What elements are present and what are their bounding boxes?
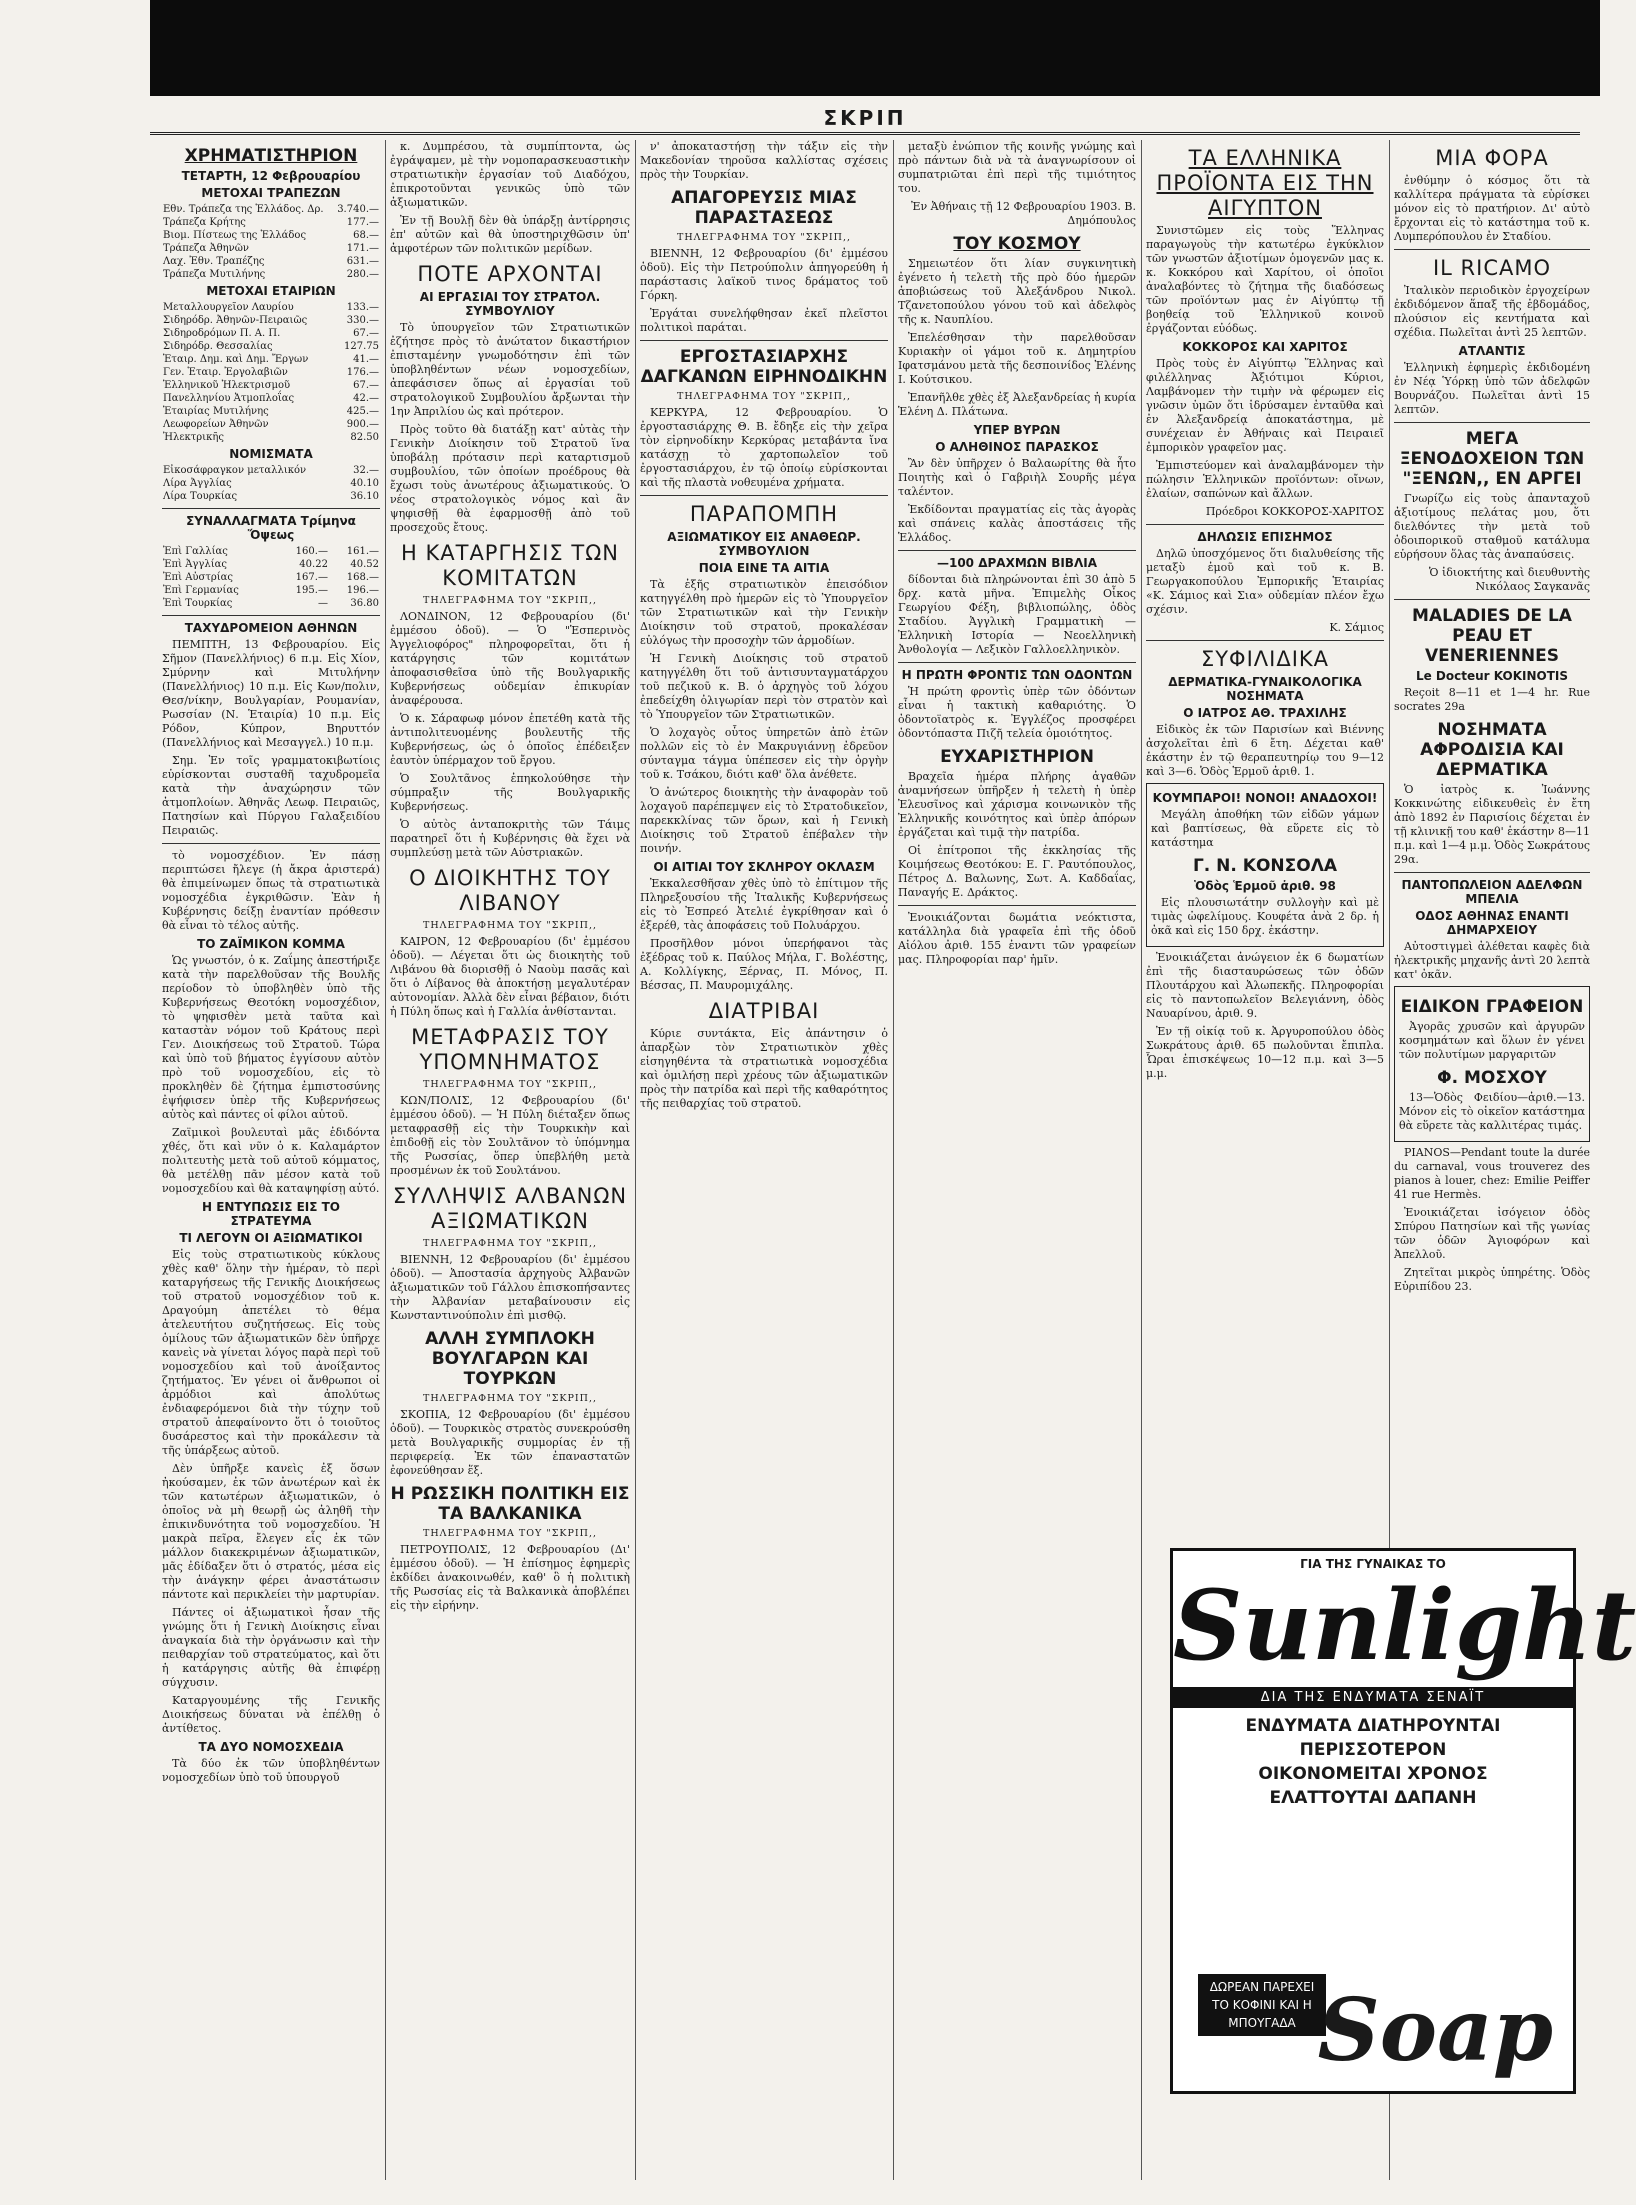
- translations-title: ΜΕΤΑΦΡΑΣΙΣ ΤΟΥ ΥΠΟΜΝΗΜΑΤΟΣ: [411, 1025, 609, 1074]
- komites-text: ΛΟΝΔΙΝΟΝ, 12 Φεβρουαρίου (δι' ἐμμέσου ὁδοῦ). — Ὁ "Ἑσπερινὸς Ἀγγελιοφόρος" πληροφορεῖται, ὅτι ἡ κατάργησις τῶν κομιτάτων ἀποφασισθεῖσα ὑπὸ τῆς Βουλγαρικῆς Κυβερνήσεως οὐδεμίαν ἐπικυρίαν ἀναφέρουσα.: [390, 610, 630, 707]
- telegram-label: ΤΗΛΕΓΡΑΦΗΜΑ ΤΟΥ "ΣΚΡΙΠ,,: [422, 1079, 597, 1090]
- company-row: [162, 405, 380, 418]
- arrest-text: ΒΙΕΝΝΗ, 12 Φεβρουαρίου (δι' ἐμμέσου ὁδοῦ). — Ἀποστασία ἀρχηγοὺς Ἀλβανῶν ἀξιωματικῶν τοῦ Γάλλου ἐπισκοπήσαντες τὴν Ἀλβανίαν μεταβαίνουσιν εἰς Κωνσταντινούπολιν ἐπὶ μισθῷ.: [390, 1253, 630, 1322]
- row-label: Σιδηροδρόμων Π. Α. Π.: [163, 328, 281, 339]
- thanks-title: ΕΥΧΑΡΙΣΤΗΡΙΟΝ: [940, 747, 1094, 767]
- telegram-label: ΤΗΛΕΓΡΑΦΗΜΑ ΤΟΥ "ΣΚΡΙΠ,,: [422, 1393, 597, 1404]
- divider: [1394, 249, 1590, 250]
- divider: [640, 340, 888, 341]
- row-value: 160.—: [295, 546, 328, 557]
- row-label: Βιομ. Πίστεως της Ἑλλάδος: [163, 230, 307, 241]
- opposition-lead: τὸ νομοσχέδιον. Ἐν πάσῃ περιπτώσει ἤλεγε (ἡ ἄκρα ἀριστερά) θὰ ἐπιμείνωμεν ὅπως τὰ στρατιωτικὰ νομοσχέδια ἐγκριθῶσιν. Ἐὰν ἡ Κυβέρνησις δείξῃ ἐναντίαν πρόθεσιν θὰ εἶναι τὸ τέλος αὐτῆς.: [162, 849, 380, 932]
- two-bills-title: ΤΑ ΔΥΟ ΝΟΜΟΣΧΕΔΙΑ: [198, 1740, 344, 1754]
- row-value: 82.50: [350, 432, 379, 443]
- column-2: [390, 140, 630, 2180]
- bank-row: [162, 255, 380, 268]
- telegram-label: ΤΗΛΕΓΡΑΦΗΜΑ ΤΟΥ "ΣΚΡΙΠ,,: [676, 391, 851, 402]
- notice-sign: Κ. Σάμιος: [1329, 621, 1384, 634]
- row-value: 171.—: [346, 243, 379, 254]
- fx-row: [162, 597, 380, 610]
- sunlight-free-box: ΔΩΡΕΑΝ ΠΑΡΕΧΕΙ ΤΟ ΚΟΦΙΝΙ ΚΑΙ Η ΜΠΟΥΓΑΔΑ: [1198, 1974, 1326, 2036]
- bank-row: [162, 242, 380, 255]
- divider: [162, 843, 380, 844]
- col4-lead: μεταξὺ ἐνώπιον τῆς κοινῆς γνώμης καὶ πρὸ πάντων διὰ νὰ τὰ ἀναγνωρίσουν οἱ συμπατριῶται ἐπὶ περὶ τῆς τιμιότητος του.: [898, 140, 1136, 195]
- company-row: [162, 431, 380, 444]
- army-title: Η ΕΝΤΥΠΩΣΙΣ ΕΙΣ ΤΟ ΣΤΡΑΤΕΥΜΑ: [201, 1200, 341, 1228]
- row-label: Ἐπὶ Ἀγγλίας: [163, 559, 227, 570]
- row-label: Τράπεζα Ἀθηνῶν: [163, 243, 249, 254]
- row-label: Ἑταιρίας Μυτιλήνης: [163, 406, 269, 417]
- archon-text: Τὸ ὑπουργεῖον τῶν Στρατιωτικῶν ἐζήτησε πρὸς τὸ ἀνώτατον δικαστήριον ἐπισταμένην γνωμοδότησιν ἐπὶ τῶν ὑποβληθέντων νέων νομοσχεδίων, ἀπεφάσισεν ὅπως αἱ ἐργασίαι τοῦ στρατολογικοῦ Συμβουλίου ἄρξωνται τὴν 1ην Ἀπριλίου ὡς καὶ πρότερον.: [390, 321, 630, 418]
- fx-header: ΣΥΝΑΛΛΑΓΜΑΤΑ Τρίμηνα Ὄψεως: [186, 514, 356, 542]
- atlantis-title: ΑΤΛΑΝΤΙΣ: [1458, 344, 1526, 358]
- row-value: 631.—: [346, 256, 379, 267]
- coin-row: [162, 490, 380, 503]
- maladies-doctor: Le Docteur KOKINOTIS: [1415, 669, 1569, 683]
- row-value: 67.—: [353, 328, 379, 339]
- worker-text: ΚΕΡΚΥΡΑ, 12 Φεβρουαρίου. Ὁ ἐργοστασιάρχης Θ. Β. ἔδηξε εἰς τὴν χεῖρα τὸν εἰρηνοδίκην Κερκύρας μεταβάντα ἵνα κατάσχῃ τὸ χαρτοπωλεῖον τοῦ ἐργοστασιάρχου, ἐν τῷ ὁποίῳ εὑρίσκονται καὶ τῆς πλαστὰ νοθευμένα χρήματα.: [640, 406, 888, 489]
- thanks-text-2: Οἱ ἐπίτροποι τῆς ἐκκλησίας τῆς Κοιμήσεως Θεοτόκου: Ε. Γ. Ραυτόπουλος, Πέτρος Δ. Βαλωνης, Σωτ. Α. Καδδαΐας, Παναγής Ε. Δράκτος.: [898, 844, 1136, 899]
- notice-title: ΔΗΛΩΣΙΣ ΕΠΙΣΗΜΟΣ: [1197, 530, 1333, 544]
- col3-lead: ν' ἀποκαταστήσῃ τὴν τάξιν εἰς τὴν Μακεδονίαν τηροῦσα καλλίστας σχέσεις πρὸς τὴν Τουρκίαν.: [640, 140, 888, 181]
- slain-text-2: Προσῆλθον μόνοι ὑπερήφανοι τὰς ἐξέδρας τοῦ κ. Παύλος Μήλα, Γ. Βολέστης, Α. Κολλίγκης, Ξέρνας, Π. Μόνος, Π. Βέσσας, Π. Μαυρομιχάλης.: [640, 937, 888, 992]
- companies-header: ΜΕΤΟΧΑΙ ΕΤΑΙΡΙΩΝ: [206, 284, 336, 298]
- slain-title: ΟΙ ΑΙΤΙΑΙ ΤΟΥ ΣΚΛΗΡΟΥ ΟΚΛΑΣΜ: [653, 860, 875, 874]
- rent-notice: Ἐνοικιάζονται δωμάτια νεόκτιστα, κατάλληλα διὰ γραφεῖα ἐπὶ τῆς ὁδοῦ Αἰόλου ἀριθ. 155 ἐναντι τῶν γραφείων μας. Πληροφορίαι παρ' ἡμῖν.: [898, 911, 1136, 966]
- row-label: Μεταλλουργεῖον Λαυρίου: [163, 302, 294, 313]
- koumbaroi-address: Ὁδὸς Ἑρμοῦ ἀριθ. 98: [1194, 879, 1336, 893]
- zaimis-text: Ὡς γνωστόν, ὁ κ. Ζαΐμης ἀπεστήριξε κατὰ τὴν παρελθοῦσαν τῆς Βουλῆς περίοδον τὸ ὑποβληθὲν ὑπὸ τῆς Κυβερνήσεως Θεοτόκη νομοσχέδιον, τὸ ψηφισθὲν μετὰ ταῦτα καὶ καταστὰν νόμον τοῦ Κράτους περὶ Γεν. Διοικήσεως τοῦ Στρατοῦ. Τώρα καὶ ὑπὸ τοῦ βήματος ἐγγίσουν αὐτὸν πρὸ τοῦ νομοσχεδίου, εἰς τὸ προκληθὲν δὲ ζήτημα ἐμπιστοσύνης ἐψήφισεν ὑπὲρ τῆς Κυβερνήσεως αὐτὸς καὶ πάντες οἱ φίλοι αὐτοῦ.: [162, 954, 380, 1121]
- ricamo-text: Ἰταλικὸν περιοδικὸν ἐργοχείρων ἐκδιδόμενον ἅπαξ τῆς ἑβδομάδος, πλούσιον εἰς κεντήματα καὶ σχέδια. Πωλεῖται ἀντὶ 25 λεπτῶν.: [1394, 284, 1590, 339]
- row-label: Λίρα Τουρκίας: [163, 491, 238, 502]
- top-black-bar: [150, 0, 1600, 96]
- row-value: 68.—: [353, 230, 379, 241]
- wanted-notice: Ζητεῖται μικρὸς ὑπηρέτης. Ὁδὸς Εὐριπίδου 23.: [1394, 1266, 1590, 1293]
- bank-row: [162, 216, 380, 229]
- archon-text-2: Πρὸς τοῦτο θὰ διατάξῃ κατ' αὐτὰς τὴν Γενικὴν Διοίκησιν τοῦ Στρατοῦ ἵνα ὑποβάλῃ πρότασιν περὶ καταρτισμοῦ συμβουλίου, τῶν ὁποίων προέδρους θὰ ἔχωσι τοὺς ἀνωτέρους ἀξιωματικούς. Ὁ νέος στρατολογικὸς νόμος καὶ ἂν ψηφισθῇ θὰ ἐφαρμοσθῇ ἀπὸ τοῦ προσεχοῦς ἔτους.: [390, 423, 630, 534]
- divider: [1394, 422, 1590, 423]
- diatribe-title: ΔΙΑΤΡΙΒΑΙ: [708, 999, 820, 1023]
- russia-title: Η ΡΩΣΣΙΚΗ ΠΟΛΙΤΙΚΗ ΕΙΣ ΤΑ ΒΑΛΚΑΝΙΚΑ: [390, 1484, 630, 1524]
- egypt-text: Συνιστῶμεν εἰς τοὺς Ἕλληνας παραγωγοὺς τὴν κατωτέρω ἐγκύκλιον τῶν γνωστῶν ἀξιοτίμων ὁμογενῶν μας κ. κ. Κοκκόρου καὶ Χαρίτου, οἱ ὁποῖοι ἀναλαβόντες τὸ ζήτημα τῆς διαδόσεως τῶν προϊόντων μας ἐν Αἰγύπτῳ τῇ βοηθείᾳ τοῦ Ἑλληνικοῦ κοινοῦ ἐργάζονται εὐόδως.: [1146, 224, 1384, 335]
- nosimata-title: ΝΟΣΗΜΑΤΑ ΑΦΡΟΔΙΣΙΑ ΚΑΙ ΔΕΡΜΑΤΙΚΑ: [1420, 720, 1564, 780]
- omission-text-3: Ὁ λοχαγὸς οὗτος ὑπηρετῶν ἀπὸ ἐτῶν πολλῶν εἰς τὸ ἐν Μακρυγιάννῃ ἐδρεῦον σύνταγμα τάγμα ὑπέπεσεν εἰς τὴν ὀργὴν τοῦ κ. Τσάκου, διότι καθ' ὅλα ἀνέθετε.: [640, 726, 888, 781]
- clash-text: ΣΚΟΠΙΑ, 12 Φεβρουαρίου (δι' ἐμμέσου ὁδοῦ). — Τουρκικὸς στρατὸς συνεκρούσθη μετὰ Βουλγαρικῆς συμμορίας ἐν τῇ περιφερείᾳ. Ἐκ τῶν ἐπαναστατῶν ἐφονεύθησαν ἕξ.: [390, 1408, 630, 1477]
- row-label: Ἐπὶ Γερμανίας: [163, 585, 239, 596]
- column-rule: [385, 140, 386, 2180]
- sunlight-line-2: ΟΙΚΟΝΟΜΕΙΤΑΙ ΧΡΟΝΟΣ: [1258, 1764, 1488, 1784]
- divider: [162, 615, 380, 616]
- worker-title: ΕΡΓΟΣΤΑΣΙΑΡΧΗΣ ΔΑΓΚΑΝΩΝ ΕΙΡΗΝΟΔΙΚΗΝ: [640, 347, 888, 387]
- syph-doctor: Ο ΙΑΤΡΟΣ ΑΘ. ΤΡΑΧΙΛΗΣ: [1183, 706, 1347, 720]
- translations-text: ΚΩΝ/ΠΟΛΙΣ, 12 Φεβρουαρίου (δι' ἐμμέσου ὁδοῦ). — Ἡ Πύλη διέταξεν ὅπως μεταφρασθῇ εἰς τὴν Τουρκικὴν καὶ ἐπιδοθῇ εἰς τὸν Σουλτᾶνον τὸ ὑπόμνημα τῆς Ρωσσίας, ὅπερ ὑπεβλήθη μετὰ προσμένων ἐκ τοῦ Σουλτάνου.: [390, 1094, 630, 1177]
- row-label: Ἑταιρ. Δημ. καὶ Δημ. Ἔργων: [163, 354, 309, 365]
- row-label: Λαχ. Ἐθν. Τραπέζης: [163, 256, 265, 267]
- zaimis-text-2: Ζαϊμικοὶ βουλευταὶ μᾶς ἐδιδόντα χθές, ὅτι καὶ νῦν ὁ κ. Καλαμάρτον πολιτευτὴς μετὰ τοῦ αὐτοῦ κόμματος, θὰ μετέλθῃ πᾶν μέσον κατὰ τοῦ νομοσχεδίου καὶ θὰ καταψηφίσῃ αὐτό.: [162, 1126, 380, 1195]
- army-text-4: Καταργουμένης τῆς Γενικῆς Διοικήσεως δύναται νὰ ἐπέλθῃ ὁ ἀντίθετος.: [162, 1694, 380, 1735]
- exchange-title: ΧΡΗΜΑΤΙΣΤΗΡΙΟΝ: [184, 146, 358, 166]
- row-label: Τράπεζα Μυτιλήνης: [163, 269, 266, 280]
- byron-title: ΥΠΕΡ ΒΥΡΩΝ: [973, 423, 1061, 437]
- sunlight-logo: Sunlight: [1173, 1569, 1636, 1682]
- row-label: Ἐπὶ Γαλλίας: [163, 546, 228, 557]
- col2-lead: κ. Δυμπρέσου, τὰ συμπίπτοντα, ὡς ἐγράψαμεν, μὲ τὴν νομοπαρασκευαστικὴν στρατιωτικὴν ἐργασίαν τοῦ Διαδόχου, ἐπικροτοῦνται γενικῶς ὑπὸ τῶν ἀξιωματικῶν.: [390, 140, 630, 209]
- divider: [1146, 640, 1384, 641]
- telegram-label: ΤΗΛΕΓΡΑΦΗΜΑ ΤΟΥ "ΣΚΡΙΠ,,: [422, 1528, 597, 1539]
- bank-row: [162, 229, 380, 242]
- teeth-title: Η ΠΡΩΤΗ ΦΡΟΝΤΙΣ ΤΩΝ ΟΔΟΝΤΩΝ: [901, 668, 1133, 682]
- pantopolio-subtitle: ΟΔΟΣ ΑΘΗΝΑΣ ΕΝΑΝΤΙ ΔΗΜΑΡΧΕΙΟΥ: [1415, 909, 1569, 937]
- row-value: 42.—: [353, 393, 379, 404]
- koumbaroi-name: Γ. Ν. ΚΟΝΣΟΛΑ: [1192, 856, 1338, 876]
- divider: [898, 905, 1136, 906]
- row-value: 40.10: [350, 478, 379, 489]
- rent-notice: Ἐνοικιάζεται ἰσόγειον ὁδὸς Σπύρου Πατησίων καὶ τῆς γωνίας τῶν ὁδῶν Ἀγιοφόρων καὶ Ἀπελλοῦ.: [1394, 1206, 1590, 1261]
- company-row: [162, 366, 380, 379]
- company-row: [162, 314, 380, 327]
- syph-text: Εἰδικὸς ἐκ τῶν Παρισίων καὶ Βιέννης ἀσχολεῖται ἐπὶ 6 ἔτη. Δέχεται καθ' ἑκάστην ἐν τῷ θεραπευτηρίῳ του 9—12 καὶ 3—6. Ὁδὸς Ἑρμοῦ ἀριθ. 1.: [1146, 723, 1384, 778]
- column-3: [640, 140, 888, 2180]
- row-value: 161.—: [346, 546, 379, 557]
- parasko-text-2: Ἐκδίδονται πραγματίας εἰς τὰς ἀγορὰς καὶ σπάνεις καλὰς ἀποστάσεις τῆς Ἑλλάδος.: [898, 503, 1136, 544]
- post-note: Σημ. Ἐν τοῖς γραμματοκιβωτίοις εὑρίσκονται συσταθῆ ταχυδρομεῖα κατὰ τὴν ἀναχώρησιν τῶν ἀτμοπλοίων. Ἀθηνᾶς Λεωφ. Πειραιῶς, Πατησίων καὶ Πύργου Γαλαξειδίου Πειραιῶς.: [162, 754, 380, 837]
- syph-title: ΣΥΦΙΛΙΔΙΚΑ: [1200, 647, 1330, 671]
- row-label: Εἰκοσάφραγκον μεταλλικόν: [163, 465, 307, 476]
- divider: [162, 508, 380, 509]
- fx-row: [162, 571, 380, 584]
- army-text-3: Πάντες οἱ ἀξιωματικοὶ ἦσαν τῆς γνώμης ὅτι ἡ Γενικὴ Διοίκησις εἶναι ἀναγκαία διὰ τὴν ὀργάνωσιν καὶ τὴν πειθαρχίαν τοῦ στρατεύματος, καὶ ὅτι ἡ κατάργησις αὐτῆς θὰ ἐπιφέρῃ σύγχυσιν.: [162, 1606, 380, 1689]
- row-label: Γεν. Ἑταιρ. Ἐργολαβιῶν: [163, 367, 288, 378]
- office-title: ΕΙΔΙΚΟΝ ΓΡΑΦΕΙΟΝ: [1400, 997, 1584, 1017]
- telegram-label: ΤΗΛΕΓΡΑΦΗΜΑ ΤΟΥ "ΣΚΡΙΠ,,: [422, 920, 597, 931]
- egypt-text-3: Ἐμπιστεύομεν καὶ ἀναλαμβάνομεν τὴν πώλησιν Ἑλληνικῶν προϊόντων: οἴνων, ἐλαίων, σαπώνων καὶ ἄλλων.: [1146, 459, 1384, 500]
- divider: [640, 495, 888, 496]
- omission-title: ΠΑΡΑΠΟΜΠΗ: [689, 502, 839, 526]
- teeth-text: Ἡ πρώτη φροντὶς ὑπὲρ τῶν ὀδόντων εἶναι ἡ τακτικὴ καθαριότης. Ὁ ὀδοντοϊατρὸς κ. Ἐγγλέζος προσφέρει ὀδοντόπαστα Πιζῆ τελεία ὁμοιότητος.: [898, 685, 1136, 740]
- row-label: Σιδηρόδρ. Θεσσαλίας: [163, 341, 273, 352]
- row-value: 900.—: [346, 419, 379, 430]
- company-row: [162, 392, 380, 405]
- hotel-text: Γνωρίζω εἰς τοὺς ἀπανταχοῦ ἀξιοτίμους πελάτας μου, ὅτι διελθόντες τὴν μετὰ τοῦ ὁδοιπορικοῦ σταθμοῦ κατάλυμα εὑρήσουν ὅλας τὰς ἀναπαύσεις.: [1394, 492, 1590, 561]
- row-value: 425.—: [346, 406, 379, 417]
- row-label: Σιδηρόδρ. Ἀθηνῶν-Πειραιῶς: [163, 315, 308, 326]
- zaimis-title: ΤΟ ΖΑΪΜΙΚΟΝ ΚΟΜΜΑ: [197, 937, 345, 951]
- column-rule: [635, 140, 636, 2180]
- row-value: 36.10: [350, 491, 379, 502]
- company-row: [162, 379, 380, 392]
- masthead-title: ΣΚΡΙΠ: [823, 106, 907, 130]
- company-row: [162, 418, 380, 431]
- books-text: δίδονται διὰ πληρώνονται ἐπὶ 30 ἀπὸ 5 δρχ. κατὰ μῆνα. Ἐπιμελὴς Οἶκος Γεωργίου Φέξη, βιβλιοπώλης, ὁδὸς Σταδίου. Ἀγγλικὴ Γραμματικὴ — Ἐλληνικὴ Ιστορία — Νεοελληνικὴ Ἀνθολογία — Λεξικὸν Γαλλοελληνικὸν.: [898, 573, 1136, 656]
- row-label: Τράπεζα Κρήτης: [163, 217, 246, 228]
- komites-text-4: Ὁ αὐτὸς ἀνταποκριτὴς τῶν Τάιμς παρατηρεῖ ὅτι ἡ Κυβέρνησις θὰ ἔχει νὰ συμπλεύσῃ μετὰ τῶν Αὐστριακῶν.: [390, 818, 630, 859]
- row-label: Εθν. Τράπεζα της Ἑλλάδος. Δρ.: [163, 204, 324, 215]
- row-label: Ἠλεκτρικῆς: [163, 432, 224, 443]
- omission-text-4: Ὁ ἀνώτερος διοικητὴς τὴν ἀναφορὰν τοῦ λοχαγοῦ παρέπεμψεν εἰς τὸ Στρατοδικεῖον, παρεκκλίνας τῶν ὅρων, καὶ ἡ Γενικὴ Διοίκησις τοῦ Στρατοῦ ἐπέβαλεν τὴν ποινήν.: [640, 786, 888, 855]
- row-label: Ἑλληνικοῦ Ἠλεκτρισμοῦ: [163, 380, 291, 391]
- row-value: 177.—: [346, 217, 379, 228]
- row-value: 32.—: [353, 465, 379, 476]
- divider: [1394, 599, 1590, 600]
- coins-header: ΝΟΜΙΣΜΑΤΑ: [229, 447, 313, 461]
- row-value: 127.75: [344, 341, 379, 352]
- mosxos-title: Φ. ΜΟΣΧΟΥ: [1437, 1068, 1547, 1088]
- komites-text-3: Ὁ Σουλτᾶνος ἐπηκολούθησε τὴν σύμπραξιν τῆς Βουλγαρικῆς Κυβερνήσεως.: [390, 772, 630, 813]
- row-value: 196.—: [346, 585, 379, 596]
- omission-text-2: Ἡ Γενικὴ Διοίκησις τοῦ στρατοῦ κατηγγέλθη ὅτι τοῦ ἀντισυνταγματάρχου τοῦ πεζικοῦ κ. Β. ὁ ἀρχηγὸς τοῦ λόχου ἐπεδείχθη ὀλιγωρίαν περὶ τὸν στρατὸν καὶ τὸ Ὑπουργεῖον τῶν Στρατιωτικῶν.: [640, 652, 888, 721]
- hotel-title: ΜΕΓΑ ΞΕΝΟΔΟΧΕΙΟΝ ΤΩΝ "ΞΕΝΩΝ,, ΕΝ ΑΡΓΕΙ: [1399, 429, 1585, 489]
- parasko-text: Ἂν δὲν ὑπῆρχεν ὁ Βαλαωρίτης θὰ ἦτο Ποιητὴς καὶ ὁ Γαβριὴλ Σουρῆς μέγα ταλέντον.: [898, 457, 1136, 498]
- archon-title: ΠΟΤΕ ΑΡΧΟΝΤΑΙ: [417, 262, 603, 286]
- fx-row: [162, 584, 380, 597]
- nosimata-text: Ὁ ἰατρὸς κ. Ἰωάννης Κοκκινώτης εἰδικευθεὶς ἐν ἔτη ἀπὸ 1892 ἐν Παρισίοις δέχεται ἐν τῇ κλινικῇ του καθ' ἑκάστην 8—11 π.μ. καὶ 1—4 μ.μ. Ὁδὸς Σωκράτους 29α.: [1394, 783, 1590, 866]
- maladies-title: MALADIES DE LA PEAU ET VENERIENNES: [1412, 606, 1572, 666]
- banks-table: [162, 203, 380, 281]
- lebanon-text: ΚΑΙΡΟΝ, 12 Φεβρουαρίου (δι' ἐμμέσου ὁδοῦ). — Λέγεται ὅτι ὡς διοικητὴς τοῦ Λιβάνου θὰ διορισθῇ ὁ Ναοὺμ πασᾶς καὶ ὅτι ὁ Λίβανος θὰ ἀποκτήσῃ μεγαλυτέραν αὐτονομίαν. Ἀλλὰ δὲν εἶναι βέβαιον, διότι ἡ Πύλη ὅπως καὶ ἡ Γαλλία ἀνθίστανται.: [390, 935, 630, 1018]
- row-value: 280.—: [346, 269, 379, 280]
- row-label: Ἐπὶ Τουρκίας: [163, 598, 233, 609]
- row-value: 195.—: [295, 585, 328, 596]
- ricamo-title: IL RICAMO: [1432, 256, 1552, 280]
- slain-text: Ἐκκαλεσθῆσαν χθὲς ὑπὸ τὸ ἐπίτιμον τῆς Πληρεξουσίου τῆς Ἰταλικῆς Κυβερνήσεως εἰς τὸ Ἐσπρεό Ἀτελιέ ἐγκρίθησαν καὶ ὁ ἐξερέθ, τὰς ἀποφάσεις τοῦ Πολυάρχου.: [640, 877, 888, 932]
- row-value: 40.52: [350, 559, 379, 570]
- sunlight-soap-word: Soap: [1317, 1980, 1553, 2081]
- col4-sign: Ἐν Ἀθήναις τῇ 12 Φεβρουαρίου 1903. Β. Δημόπουλος: [911, 200, 1136, 227]
- pantopolio-title: ΠΑΝΤΟΠΩΛΕΙΟΝ ΑΔΕΛΦΩΝ ΜΠΕΛΙΑ: [1401, 878, 1583, 906]
- thanks-text: Βραχεῖα ἡμέρα πλήρης ἀγαθῶν ἀναμνήσεων ὑπῆρξεν ἡ τελετὴ ἡ ὑπὲρ Ἐλευσῖνος καὶ χάρισμα κοινωνικὸν τῆς Ἐλληνικῆς κοινότητος καὶ ὑπὲρ ἀπόρων ἐργάζεται καὶ τιμᾷ τὴν πατρίδα.: [898, 770, 1136, 839]
- clash-title: ΑΛΛΗ ΣΥΜΠΛΟΚΗ ΒΟΥΛΓΑΡΩΝ ΚΑΙ ΤΟΥΡΚΩΝ: [425, 1329, 595, 1389]
- archon-subtitle: ΑΙ ΕΡΓΑΣΙΑΙ ΤΟΥ ΣΤΡΑΤΟΛ. ΣΥΜΒΟΥΛΙΟΥ: [419, 290, 601, 318]
- row-label: Πανελληνίου Ἀτμοπλοΐας: [163, 393, 295, 404]
- telegram-label: ΤΗΛΕΓΡΑΦΗΜΑ ΤΟΥ "ΣΚΡΙΠ,,: [676, 232, 851, 243]
- books-title: —100 ΔΡΑΧΜΩΝ ΒΙΒΛΙΑ: [936, 556, 1097, 570]
- column-1: [162, 140, 380, 2180]
- sunlight-band: ΔΙΑ ΤΗΣ ΕΝΔΥΜΑΤΑ ΣΕΝΑΪΤ: [1173, 1687, 1573, 1708]
- row-label: Λεωφορείων Ἀθηνῶν: [163, 419, 269, 430]
- fx-row: [162, 545, 380, 558]
- mia-title: ΜΙΑ ΦΟΡΑ: [1435, 146, 1549, 170]
- world-text-2: Ἐπελέσθησαν τὴν παρελθοῦσαν Κυριακὴν οἱ γάμοι τοῦ κ. Δημητρίου Ιφατσμάνου μετὰ τῆς δεσποινίδος Ἑλένης Ι. Κούτσικου.: [898, 331, 1136, 386]
- coin-row: [162, 464, 380, 477]
- coins-table: [162, 464, 380, 503]
- row-value: 133.—: [346, 302, 379, 313]
- row-value: 67.—: [353, 380, 379, 391]
- world-text-3: Ἐπανῆλθε χθὲς ἐξ Ἀλεξανδρείας ἡ κυρία Ἑλένη Δ. Πλάτωνα.: [898, 391, 1136, 418]
- army-text-2: Δὲν ὑπῆρξε κανεὶς ἐξ ὅσων ἠκούσαμεν, ἐκ τῶν ἀνωτέρων καὶ ἐκ τῶν κατωτέρων ἀξιωματικῶν, ὁ ὁποῖος νὰ μὴ θεωρῇ ὡς ἀληθῆ τὴν ἐπικινδυνότητα τοῦ νομοσχεδίου. Ἡ μακρὰ πεῖρα, ἔλεγεν εἷς ἐκ τῶν μάλλον διακεκριμένων ἀξιωματικῶν, μᾶς ἐδίδαξεν ὅτι ὁ στρατός, μέσα εἰς τὴν ἀνάγκην φέρει ἀναστάτωσιν πάντοτε καὶ περικλείει τὴν μαρτυρίαν.: [162, 1462, 380, 1601]
- row-value: 330.—: [346, 315, 379, 326]
- company-row: [162, 353, 380, 366]
- company-row: [162, 301, 380, 314]
- ban-text: ΒΙΕΝΝΗ, 12 Φεβρουαρίου (δι' ἐμμέσου ὁδοῦ). Εἰς τὴν Πετρούπολιν ἀπηγορεύθη ἡ παράστασις λαϊκοῦ τινος δράματος τοῦ Γόρκη.: [640, 247, 888, 302]
- row-value: 41.—: [353, 354, 379, 365]
- ban-title: ΑΠΑΓΟΡΕΥΣΙΣ ΜΙΑΣ ΠΑΡΑΣΤΑΣΕΩΣ: [671, 188, 857, 228]
- sunlight-line-1: ΕΝΔΥΜΑΤΑ ΔΙΑΤΗΡΟΥΝΤΑΙ ΠΕΡΙΣΣΟΤΕΡΟΝ: [1245, 1716, 1501, 1760]
- post-title: ΤΑΧΥΔΡΟΜΕΙΟΝ ΑΘΗΝΩΝ: [184, 621, 358, 635]
- page-masthead: [150, 106, 1580, 135]
- two-bills-text: Τὰ δύο ἐκ τῶν ὑποβληθέντων νομοσχεδίων ὑπὸ τοῦ ὑπουργοῦ: [162, 1757, 380, 1784]
- office-text: Ἀγορᾶς χρυσῶν καὶ ἀργυρῶν κοσμημάτων καὶ ὅλων ἐν γένει τῶν πολυτίμων μαργαριτῶν: [1399, 1020, 1585, 1061]
- sunlight-line-3: ΕΛΑΤΤΟΥΤΑΙ ΔΑΠΑΝΗ: [1269, 1788, 1477, 1808]
- companies-table: [162, 301, 380, 444]
- divider: [898, 550, 1136, 551]
- diatribe-text: Κύριε συντάκτα, Εἰς ἀπάντησιν ὁ ἀπαρξὼν τὸν Στρατιωτικὸν χθὲς εἰσηγηθέντα τὰ στρατιωτικὰ νομοσχέδια καὶ ὁμιλήσῃ περὶ χρέους τῶν ἀξιωματικῶν πρὸς τὴν πατρίδα καὶ περὶ τῆς καθαρότητος τῆς πειθαρχίας τοῦ στρατοῦ.: [640, 1027, 888, 1110]
- column-rule: [1141, 140, 1142, 2180]
- exchange-date: ΤΕΤΑΡΤΗ, 12 Φεβρουαρίου: [181, 169, 361, 183]
- koumbaroi-text: Μεγάλη ἀποθήκη τῶν εἰδῶν γάμων καὶ βαπτίσεως, θὰ εὕρετε εἰς τὸ κατάστημα: [1151, 808, 1379, 849]
- banks-header: ΜΕΤΟΧΑΙ ΤΡΑΠΕΖΩΝ: [201, 186, 341, 200]
- rent-notice-2: Ἐν τῇ οἰκίᾳ τοῦ κ. Ἀργυροπούλου ὁδὸς Σωκράτους ἀριθ. 65 πωλοῦνται ἔπιπλα. Ὧραι ἐπισκέψεως 10—12 π.μ. καὶ 3—5 μ.μ.: [1146, 1025, 1384, 1080]
- komites-title: Η ΚΑΤΑΡΓΗΣΙΣ ΤΩΝ ΚΟΜΙΤΑΤΩΝ: [401, 541, 619, 590]
- row-label: Λίρα Ἀγγλίας: [163, 478, 232, 489]
- row-value: —: [317, 598, 328, 609]
- koumbaroi-ad: [1146, 783, 1384, 947]
- world-text: Σημειωτέον ὅτι λίαν συγκινητικὴ ἐγένετο ἡ τελετὴ τῆς πρὸ δύο ἡμερῶν ἀποβιώσεως τοῦ Ἀλεξάνδρου Νικολ. Τζανετοπούλου γόνου τοῦ καὶ ἀδελφὸς τῆς κ. Ναυπλίου.: [898, 257, 1136, 326]
- bank-row: [162, 203, 380, 216]
- sunlight-soap-ad: [1170, 1548, 1636, 2094]
- atlantis-text: Ἑλληνικὴ ἐφημερὶς ἐκδιδομένη ἐν Νέᾳ Ὑόρκῃ ὑπὸ τῶν ἀδελφῶν Βουρνάζου. Πωλεῖται ἀντὶ 15 λεπτῶν.: [1394, 361, 1590, 416]
- bank-row: [162, 268, 380, 281]
- office-ad: [1394, 986, 1590, 1142]
- omission-subtitle-2: ΠΟΙΑ ΕΙΝΕ ΤΑ ΑΙΤΙΑ: [698, 561, 830, 575]
- egypt-sign-2: Πρόεδροι ΚΟΚΚΟΡΟΣ-ΧΑΡΙΤΟΣ: [1205, 505, 1384, 518]
- egypt-sign: ΚΟΚΚΟΡΟΣ ΚΑΙ ΧΑΡΙΤΟΣ: [1182, 340, 1348, 354]
- rent-notice: Ἐνοικιάζεται ἀνώγειον ἐκ 6 δωματίων ἐπὶ τῆς διασταυρώσεως τῶν ὁδῶν Πλουτάρχου καὶ Ἀλωπεκῆς. Πληροφορίαι εἰς τὸ παντοπωλεῖον Βελεγιάννη, ὁδὸς Ναυαρίνου, ἀριθ. 9.: [1146, 951, 1384, 1020]
- maladies-text: Reçoit 8—11 et 1—4 hr. Rue socrates 29a: [1394, 686, 1590, 713]
- koumbaroi-text-2: Εἰς πλουσιωτάτην συλλογὴν καὶ μὲ τιμὰς ὠφελίμους. Κουφέτα ἀνὰ 2 δρ. ἡ ὀκᾶ καὶ εἰς 150 δρχ. ἑκάστην.: [1151, 896, 1379, 937]
- russia-text: ΠΕΤΡΟΥΠΟΛΙΣ, 12 Φεβρουαρίου (Δι' ἐμμέσου ὁδοῦ). — Ἡ ἐπίσημος ἐφημερὶς ἐκδίδει ἀνακοινωθέν, καθ' ὃ ἡ πολιτικὴ τῆς Ρωσσίας εἰς τὰ Βαλκανικὰ ἀποβλέπει εἰς τὴν εἰρήνην.: [390, 1543, 630, 1612]
- egypt-text-2: Πρὸς τοὺς ἐν Αἰγύπτῳ Ἕλληνας καὶ φιλέλληνας Ἀξιότιμοι Κύριοι, Λαμβάνομεν τὴν τιμὴν νὰ φέρωμεν εἰς γνῶσιν ὑμῶν ὅτι ἱδρύσαμεν ἐνταῦθα καὶ ἐν Ἀλεξανδρείᾳ ἀποκατάστημα, μὲ συνέχειαν ἐν Ἀθήναις καὶ Πειραιεῖ ἐμπορικὸν γραφεῖον μας.: [1146, 357, 1384, 454]
- koumbaroi-title: ΚΟΥΜΠΑΡΟΙ! ΝΟΝΟΙ! ΑΝΑΔΟΧΟΙ!: [1152, 791, 1378, 805]
- row-value: 167.—: [295, 572, 328, 583]
- hotel-sign: Ὁ ἰδιοκτήτης καὶ διευθυντὴς Νικόλαος Σαγκανᾶς: [1429, 566, 1590, 593]
- omission-text: Τὰ ἐξῆς στρατιωτικὸν ἐπεισόδιον κατηγγέλθη πρὸ ἡμερῶν εἰς τὸ Ὑπουργεῖον τῶν Στρατιωτικῶν καὶ τὴν Γενικὴν Διοίκησιν τοῦ στρατοῦ, προκαλέσαν εὐλόγως τὴν προσοχὴν τῶν ἁρμοδίων.: [640, 578, 888, 647]
- army-text: Εἰς τοὺς στρατιωτικοὺς κύκλους χθὲς καθ' ὅλην τὴν ἡμέραν, τὸ περὶ καταργήσεως τῆς Γενικῆς Διοικήσεως τοῦ στρατοῦ νομοσχέδιον τοῦ κ. Δραγούμη ἀπετέλει τὸ θέμα ἀτελευτήτου συζητήσεως. Εἰς τοὺς ὁμίλους τῶν ἀξιωματικῶν δὲν ὑπῆρχε κανεὶς νὰ γίνεται λόγος παρὰ περὶ τοῦ νομοσχεδίου καὶ τοῦ ἀνοίξαντος ζητήματος. Ἐν γένει οἱ ἄνθρωποι οἱ ἀρμόδιοι καὶ ἀπολύτως ἐνδιαφερόμενοι διὰ τὴν τύχην τοῦ στρατοῦ ἀπεφαίνοντο ὅτι ὁ τοιοῦτος δυσάρεστος καὶ τὴν προκάλεσιν τὰ τῆς ὑπάρξεως αὐτοῦ.: [162, 1248, 380, 1457]
- mosxos-text: 13—Ὁδὸς Φειδίου—ἀριθ.—13. Μόνον εἰς τὸ οἰκεῖον κατάστημα θὰ εὕρετε τὰς καλλιτέρας τιμάς.: [1399, 1091, 1585, 1132]
- divider: [898, 662, 1136, 663]
- syph-subtitle: ΔΕΡΜΑΤΙΚΑ-ΓΥΝΑΙΚΟΛΟΓΙΚΑ ΝΟΣΗΜΑΤΑ: [1168, 675, 1362, 703]
- coin-row: [162, 477, 380, 490]
- fx-table: [162, 545, 380, 610]
- parasko-title: Ο ΑΛΗΘΙΝΟΣ ΠΑΡΑΣΚΟΣ: [935, 440, 1099, 454]
- army-subtitle: ΤΙ ΛΕΓΟΥΝ ΟΙ ΑΞΙΩΜΑΤΙΚΟΙ: [179, 1231, 363, 1245]
- mia-text: ἐνθύμην ὁ κόσμος ὅτι τὰ καλλίτερα πράγματα τὰ εὑρίσκει μόνον εἰς τὸ πρατήριον. Δι' αὐτὸ ἔρχονται εἰς τὸ κατάστημα τοῦ κ. Λυμπερόπουλου ἐν Σταδίου.: [1394, 174, 1590, 243]
- lebanon-title: Ο ΔΙΟΙΚΗΤΗΣ ΤΟΥ ΛΙΒΑΝΟΥ: [409, 866, 611, 915]
- world-title: ΤΟΥ ΚΟΣΜΟΥ: [953, 234, 1081, 254]
- row-value: 168.—: [346, 572, 379, 583]
- pantopolio-text: Αὐτοστιγμεὶ ἀλέθεται καφὲς διὰ ἠλεκτρικῆς μηχανῆς ἀντὶ 20 λεπτὰ κατ' ὀκᾶν.: [1394, 940, 1590, 981]
- company-row: [162, 327, 380, 340]
- notice-text: Δηλῶ ὑποσχόμενος ὅτι διαλυθείσης τῆς μεταξὺ ἐμοῦ καὶ τοῦ κ. Β. Γεωργακοπούλου Ἐμπορικῆς Ἑταιρίας «Κ. Σάμιος καὶ Σια» οὐδεμίαν πλέον ἔχω σχέσιν.: [1146, 547, 1384, 616]
- egypt-title: ΤΑ ΕΛΛΗΝΙΚΑ ΠΡΟΪΟΝΤΑ ΕΙΣ ΤΗΝ ΑΙΓΥΠΤΟΝ: [1156, 146, 1374, 220]
- fx-row: [162, 558, 380, 571]
- komites-text-2: Ὁ κ. Σάραφωφ μόνον ἐπετέθη κατὰ τῆς ἀντιπολιτευομένης βουλευτῆς τῆς Κυβερνήσεως, ὡς ὁ ὁποῖος ἐπέδειξεν ἑαυτὸν ὑπέρμαχον τοῦ ἔργου.: [390, 712, 630, 767]
- col2-lead-2: Ἐν τῇ Βουλῇ δὲν θὰ ὑπάρξῃ ἀντίρρησις ἐπ' αὐτῶν καὶ θὰ ὑποστηριχθῶσιν ὑπ' ἀμφοτέρων τῶν πολιτικῶν μερίδων.: [390, 214, 630, 255]
- divider: [1146, 524, 1384, 525]
- omission-subtitle: ΑΞΙΩΜΑΤΙΚΟΥ ΕΙΣ ΑΝΑΘΕΩΡ. ΣΥΜΒΟΥΛΙΟΝ: [667, 530, 861, 558]
- sunlight-top-line: ΓΙΑ ΤΗΣ ΓΥΝΑΙΚΑΣ ΤΟ: [1300, 1557, 1446, 1571]
- telegram-label: ΤΗΛΕΓΡΑΦΗΜΑ ΤΟΥ "ΣΚΡΙΠ,,: [422, 1238, 597, 1249]
- column-4: [898, 140, 1136, 2180]
- row-value: 36.80: [350, 598, 379, 609]
- row-label: Ἐπὶ Αὐστρίας: [163, 572, 234, 583]
- company-row: [162, 340, 380, 353]
- row-value: 40.22: [299, 559, 328, 570]
- row-value: 176.—: [346, 367, 379, 378]
- post-text: ΠΕΜΠΤΗ, 13 Φεβρουαρίου. Εἰς Σῆμον (Πανελλήνιος) 6 π.μ. Εἰς Χίον, Σμύρνην καὶ Μιτυλήνην (Πανελλήνιος) 10 π.μ. Εἰς Κων/πολιν, Θεσ/νίκην, Βουλγαρίαν, Ρουμανίαν, Ρωσσίαν (Ν. Ἑταιρία) 10 π.μ. Εἰς Ρόδον, Κύπρον, Βηρυττόν (Πανελλήνιος καὶ Μεσαγγελ.) 10 π.μ.: [162, 638, 380, 749]
- ban-text-2: Ἐργάται συνελήφθησαν ἐκεῖ πλεῖστοι πολιτικοὶ παράται.: [640, 307, 888, 334]
- arrest-title: ΣΥΛΛΗΨΙΣ ΑΛΒΑΝΩΝ ΑΞΙΩΜΑΤΙΚΩΝ: [392, 1184, 628, 1233]
- divider: [1394, 872, 1590, 873]
- telegram-label: ΤΗΛΕΓΡΑΦΗΜΑ ΤΟΥ "ΣΚΡΙΠ,,: [422, 595, 597, 606]
- row-value: 3.740.—: [337, 204, 379, 215]
- pianos-text: PIANOS—Pendant toute la durée du carnaval, vous trouverez des pianos à louer, chez: Emilie Peiffer 41 rue Hermès.: [1394, 1146, 1590, 1201]
- column-rule: [893, 140, 894, 2180]
